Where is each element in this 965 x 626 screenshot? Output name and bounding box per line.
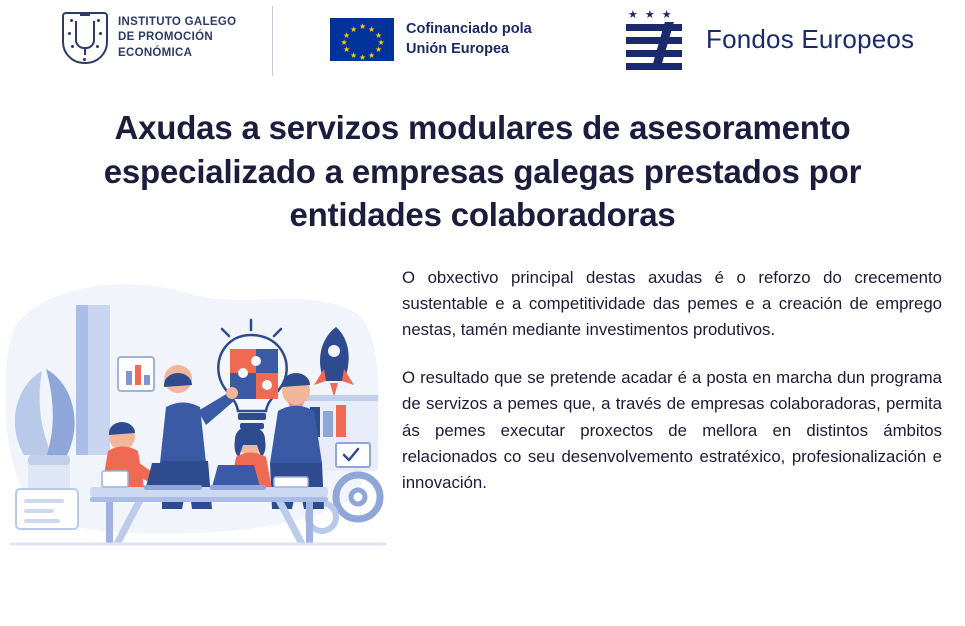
eu-line-1: Cofinanciado pola [406, 20, 532, 37]
eu-line-2: Unión Europea [406, 40, 510, 57]
igape-line-2: DE PROMOCIÓN [118, 31, 213, 44]
igape-logo-text [118, 15, 236, 61]
fondos-europeos-mark-icon: ★★★ [618, 8, 692, 70]
igape-line-1: INSTITUTO GALEGO [118, 16, 237, 29]
logo-bar [0, 0, 965, 92]
team-collaboration-illustration [6, 265, 396, 550]
paragraph-2: O resultado que se pretende acadar é a posta en marcha dun programa de servizos a pemes que, a través de empresas colaboradoras, permita ás pemes executar proxectos de mellora en distintos ámbitos relacionados co seu desenvolvemento estratéxico, profesionalización e innovación. [402, 368, 942, 493]
fondos-europeos-logo [618, 8, 914, 70]
illustration-svg [6, 265, 396, 550]
fondos-europeos-label: Fondos Europeos [706, 23, 915, 54]
igape-logo [62, 12, 236, 64]
eu-logo-text [406, 20, 532, 59]
paragraph-1: O obxectivo principal destas axudas é o reforzo do crecemento sustentable e a competitividade das pemes e a creación de emprego nestas, tamén mediante investimentos produtivos. [402, 267, 942, 340]
european-union-logo [330, 18, 532, 61]
igape-line-3: ECONÓMICA [118, 46, 193, 59]
page-title: Axudas a servizos modulares de asesoramento especializado a empresas galegas prestados por entidades colaboradoras [103, 109, 862, 234]
content-area [0, 265, 965, 550]
body-text [402, 265, 942, 497]
logo-divider [272, 6, 273, 76]
igape-shield-icon [62, 12, 108, 64]
eu-flag-icon: ★ ★ ★ ★ ★ ★ ★ ★ ★ ★ ★ ★ [330, 18, 394, 61]
